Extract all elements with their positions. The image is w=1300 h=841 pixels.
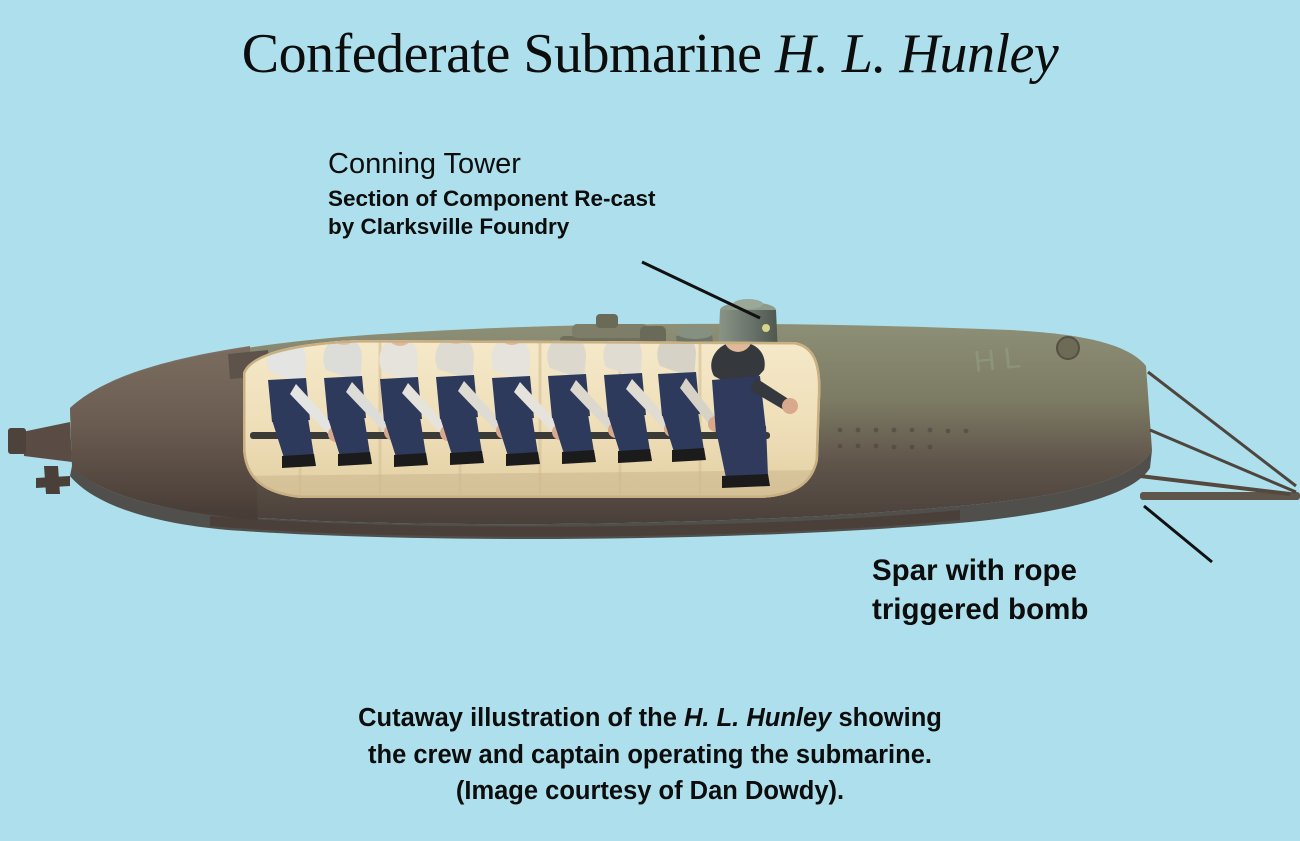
caption-line-3: (Image courtesy of Dan Dowdy). bbox=[455, 777, 845, 806]
caption-line-1 bbox=[0, 700, 1300, 737]
hull-painted-marking: H L bbox=[972, 341, 1023, 379]
caption-line-2: the crew and captain operating the submarine. bbox=[368, 740, 932, 769]
spar-callout bbox=[872, 552, 1088, 630]
title-prefix: Confederate Submarine bbox=[241, 23, 775, 85]
conning-tower-heading: Conning Tower bbox=[328, 148, 521, 180]
spar-torpedo-assembly bbox=[1140, 372, 1300, 500]
spar-line1: Spar with rope bbox=[872, 554, 1077, 587]
spar-lower-rope bbox=[1150, 430, 1296, 492]
caption-line1-after: showing bbox=[831, 704, 942, 732]
spar-line2: triggered bomb bbox=[872, 592, 1089, 626]
conning-tower-line1: Section of Component Re-cast bbox=[328, 185, 656, 211]
title-vessel-name: H. L. Hunley bbox=[774, 23, 1059, 85]
conning-tower-callout bbox=[328, 146, 656, 241]
cutaway-interior bbox=[230, 315, 830, 510]
hunley-cutaway-illustration bbox=[0, 280, 1300, 580]
stern-port bbox=[1057, 337, 1079, 359]
figure-caption bbox=[0, 700, 1300, 810]
caption-line1-before: Cutaway illustration of the bbox=[358, 704, 684, 732]
page-title bbox=[0, 22, 1300, 86]
spar-upper-rope bbox=[1148, 372, 1296, 486]
bow-fittings bbox=[8, 422, 72, 494]
caption-vessel-name: H. L. Hunley bbox=[684, 704, 832, 732]
conning-tower-line2: by Clarksville Foundry bbox=[328, 213, 570, 239]
